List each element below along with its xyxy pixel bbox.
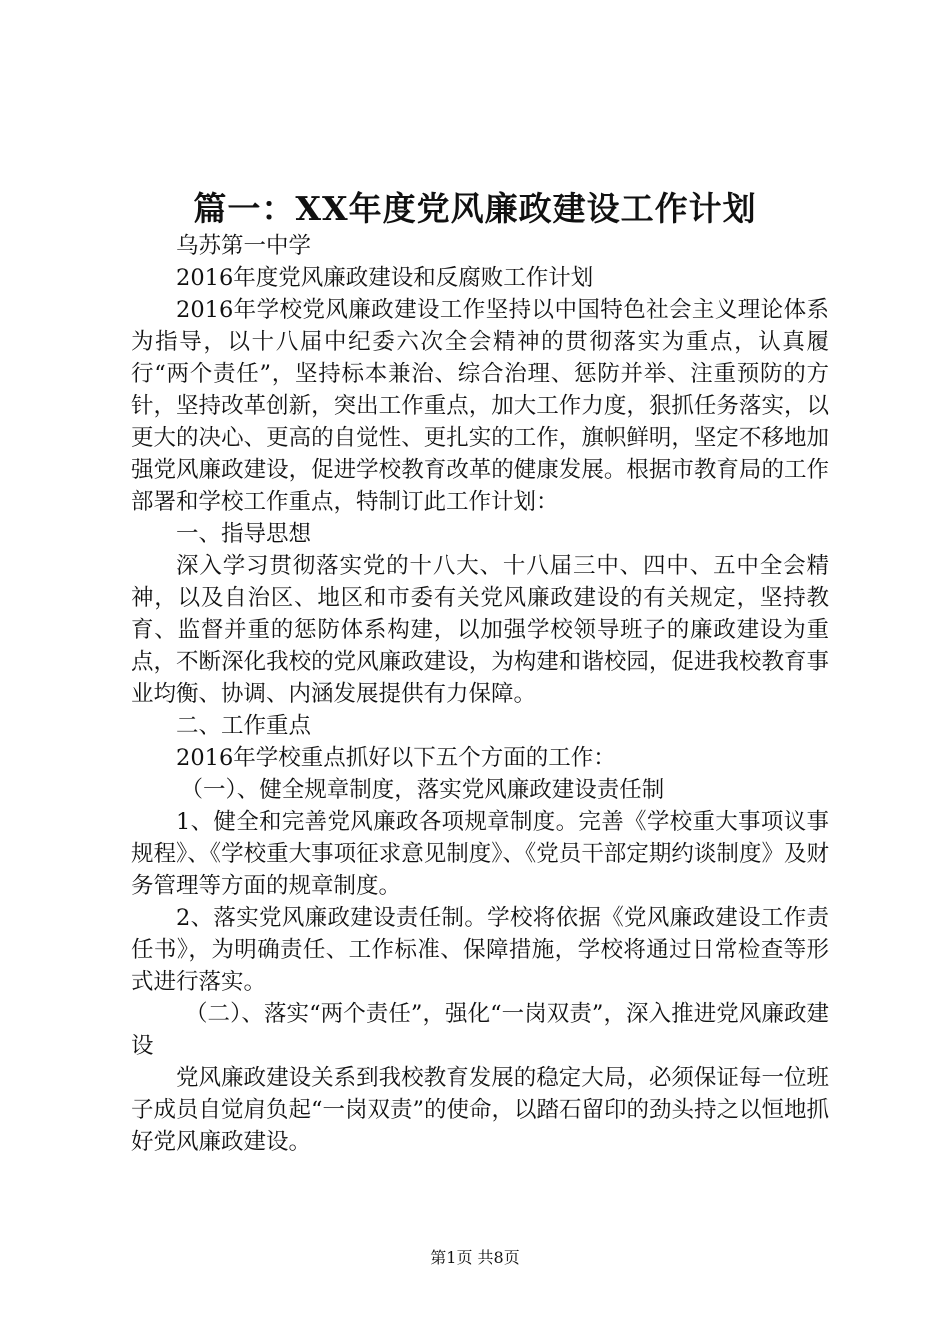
- paragraph-item-1: 1、健全和完善党风廉政各项规章制度。完善《学校重大事项议事规程》、《学校重大事项征求意见制度》、《党员干部定期约谈制度》及财务管理等方面的规章制度。: [131, 809, 829, 899]
- paragraph-work-focus-intro: 2016年学校重点抓好以下五个方面的工作：: [176, 745, 616, 771]
- document-title: 篇一：XX年度党风廉政建设工作计划: [193, 189, 757, 228]
- subsection-heading-1: （一）、健全规章制度，落实党风廉政建设责任制: [180, 777, 665, 803]
- paragraph-responsibility: 党风廉政建设关系到我校教育发展的稳定大局，必须保证每一位班子成员自觉肩负起“一岗双责”的使命，以踏石留印的劲头持之以恒地抓好党风廉政建设。: [131, 1065, 830, 1155]
- paragraph-guiding-thought: 深入学习贯彻落实党的十八大、十八届三中、四中、五中全会精神，以及自治区、地区和市委有关党风廉政建设的有关规定，坚持教育、监督并重的惩防体系构建，以加强学校领导班子的廉政建设为重点，不断深化我校的党风廉政建设，为构建和谐校园，促进我校教育事业均衡、协调、内涵发展提供有力保障。: [131, 553, 829, 707]
- paragraph-intro: 2016年学校党风廉政建设工作坚持以中国特色社会主义理论体系为指导，以十八届中纪委六次全会精神的贯彻落实为重点，认真履行“两个责任”，坚持标本兼治、综合治理、惩防并举、注重预防的方针，坚持改革创新，突出工作重点，加大工作力度，狠抓任务落实，以更大的决心、更高的自觉性、更扎实的工作，旗帜鲜明，坚定不移地加强党风廉政建设，促进学校教育改革的健康发展。根据市教育局的工作部署和学校工作重点，特制订此工作计划：: [131, 297, 829, 515]
- paragraph-plan-name: 2016年度党风廉政建设和反腐败工作计划: [176, 265, 594, 291]
- section-heading-work-focus: 二、工作重点: [176, 713, 312, 739]
- paragraph-school-name: 乌苏第一中学: [176, 233, 312, 259]
- page-number-footer: 第1页 共8页: [430, 1248, 520, 1267]
- subsection-heading-2: （二）、落实“两个责任”，强化“一岗双责”，深入推进党风廉政建设: [131, 1001, 829, 1059]
- section-heading-guiding-thought: 一、指导思想: [176, 521, 312, 547]
- document-body: [131, 230, 829, 1158]
- paragraph-item-2: 2、落实党风廉政建设责任制。学校将依据《党风廉政建设工作责任书》，为明确责任、工作标准、保障措施，学校将通过日常检查等形式进行落实。: [131, 905, 829, 995]
